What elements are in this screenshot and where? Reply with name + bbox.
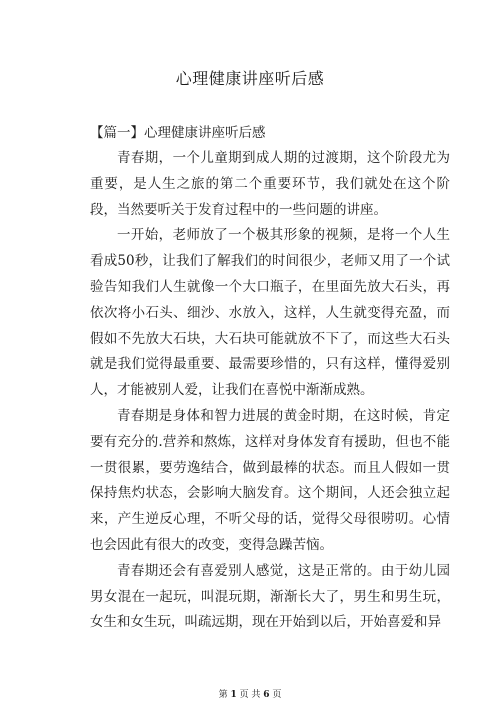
paragraph: 青春期还会有喜爱别人感觉，这是正常的。由于幼儿园男女混在一起玩，叫混玩期，渐渐长大了，男生和男生玩，女生和女生玩，叫疏远期，现在开始到以后，开始喜爱和异 xyxy=(90,562,450,631)
footer-suffix: 页 xyxy=(269,690,282,700)
section-heading: 【篇一】心理健康讲座听后感 xyxy=(90,125,266,141)
paragraph: 青春期是身体和智力进展的黄金时期，在这时候，肯定要有充分的.营养和熬炼，这样对身体发育有援助，但也不能一贯很累，要劳逸结合，做到最棒的状态。而且人假如一贯保持焦灼状态，会影响大脑发育。这个期间，人还会独立起来，产生逆反心理，不听父母的话，觉得父母很唠叨。心情也会因此有很大的改变，变得急躁苦恼。 xyxy=(90,407,450,553)
body-text xyxy=(90,146,450,636)
current-page-number: 1 xyxy=(230,690,237,700)
footer-middle: 页 共 xyxy=(236,690,264,700)
paragraph: 青春期，一个儿童期到成人期的过渡期，这个阶段尤为重要，是人生之旅的第二个重要环节，我们就处在这个阶段，当然要听关于发育过程中的一些问题的讲座。 xyxy=(90,150,450,218)
footer-prefix: 第 xyxy=(218,690,231,700)
paragraph: 一开始，老师放了一个极其形象的视频，是将一个人生看成50秒，让我们了解我们的时间很少，老师又用了一个试验告知我们人生就像一个大口瓶子，在里面先放大石头，再依次将小石头、细沙、水放入，这样，人生就变得充盈，而假如不先放大石块，大石块可能就放不下了，而这些大石头就是我们觉得最重要、最需要珍惜的，只有这样，懂得爱别人，才能被别人爱，让我们在喜悦中渐渐成熟。 xyxy=(90,227,450,399)
document-title: 心理健康讲座听后感 xyxy=(175,69,325,88)
total-page-count: 6 xyxy=(263,690,270,700)
page-footer xyxy=(0,687,500,700)
